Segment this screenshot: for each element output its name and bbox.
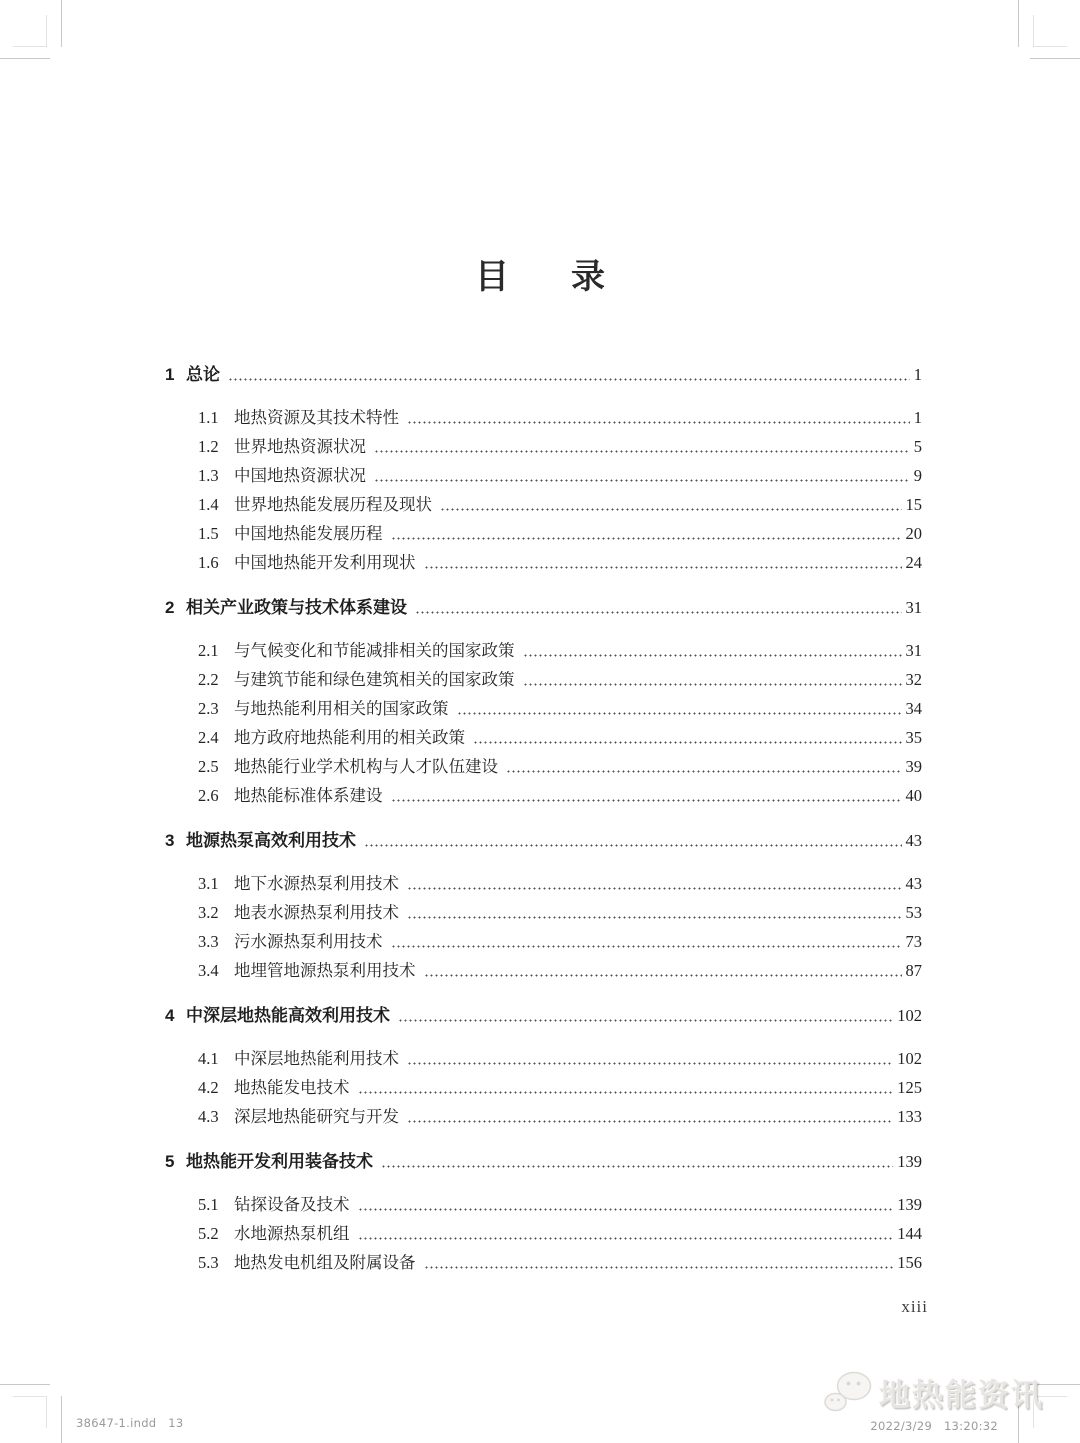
dot-leader-line [407,421,910,424]
toc-entry-page-number: 102 [897,1049,922,1068]
toc-section-row [165,641,922,661]
toc-entry-title: 地埋管地源热泵利用技术 [234,961,416,980]
toc-entry-title: 总论 [186,365,220,384]
dot-leader-line [523,683,902,686]
toc-section-row [165,524,922,544]
toc-entry-page-number: 73 [905,932,922,951]
toc-section-row [165,961,922,981]
dot-leader-line [228,378,910,381]
toc-entry-number: 4.2 [198,1078,219,1097]
toc-entry-number: 1 [165,365,175,384]
toc-entry-number: 1.1 [198,408,219,427]
dot-leader-line [407,887,902,890]
toc-entry-title: 地热能开发利用装备技术 [186,1152,373,1171]
dot-leader-line [424,1266,894,1269]
toc-entry-page-number: 87 [905,961,922,980]
dot-leader-line [398,1019,893,1022]
toc-entry-number: 1.4 [198,495,219,514]
folio-page-number: xiii [901,1297,928,1316]
dot-leader-line [374,479,910,482]
toc-entry-number: 2.1 [198,641,219,660]
toc-entry-title: 中国地热资源状况 [234,466,366,485]
dot-leader-line [391,537,902,540]
toc-entry-page-number: 144 [897,1224,922,1243]
dot-leader-line [381,1165,893,1168]
toc-entry-title: 地热资源及其技术特性 [234,408,399,427]
toc-chapter-row [165,1152,922,1172]
dot-leader-line [364,844,902,847]
toc-entry-number: 1.3 [198,466,219,485]
chat-bubbles-icon [823,1371,873,1415]
toc-entry-page-number: 139 [897,1195,922,1214]
toc-section-row [165,1253,922,1273]
toc-section-row [165,757,922,777]
toc-entry-number: 2.6 [198,786,219,805]
dot-leader-line [358,1237,894,1240]
dot-leader-line [407,916,902,919]
toc-entry-page-number: 24 [905,553,922,572]
toc-entry-page-number: 139 [897,1152,922,1171]
dot-leader-line [391,945,902,948]
toc-entry-title: 地热发电机组及附属设备 [234,1253,416,1272]
toc-section-row [165,495,922,515]
toc-entry-number: 3.3 [198,932,219,951]
toc-entry-number: 4 [165,1006,175,1025]
print-file-info: 38647-1.indd 13 [76,1416,184,1430]
toc-entry-page-number: 20 [905,524,922,543]
toc-section-row [165,699,922,719]
toc-entry-title: 深层地热能研究与开发 [234,1107,399,1126]
dot-leader-line [407,1120,893,1123]
print-timestamp: 2022/3/29 13:20:32 [870,1419,998,1433]
dot-leader-line [407,1062,893,1065]
toc-entry-page-number: 31 [905,641,922,660]
watermark [823,1370,1044,1415]
crop-mark-top-right [1033,15,1067,47]
toc-entry-page-number: 15 [905,495,922,514]
toc-section-row [165,408,922,428]
toc-entry-title: 地热能标准体系建设 [234,786,383,805]
dot-leader-line [415,611,902,614]
crop-mark-bottom-left [13,1396,47,1428]
toc-entry-number: 2 [165,598,175,617]
toc-entry-page-number: 53 [905,903,922,922]
dot-leader-line [506,770,902,773]
toc-entry-number: 2.5 [198,757,219,776]
toc-entry-number: 3 [165,831,175,850]
toc-entry-number: 2.4 [198,728,219,747]
toc-entry-page-number: 102 [897,1006,922,1025]
toc-entry-title: 地热能行业学术机构与人才队伍建设 [234,757,498,776]
toc-entry-title: 钻探设备及技术 [234,1195,350,1214]
toc-entry-number: 5.3 [198,1253,219,1272]
toc-entry-page-number: 34 [905,699,922,718]
toc-entry-title: 地表水源热泵利用技术 [234,903,399,922]
toc-entry-title: 中深层地热能利用技术 [234,1049,399,1068]
toc-entry-title: 中国地热能开发利用现状 [234,553,416,572]
toc-section-row [165,1078,922,1098]
dot-leader-line [358,1208,894,1211]
toc-section-row [165,1107,922,1127]
toc-section-row [165,1049,922,1069]
crop-mark-top-left [13,15,47,47]
toc-entry-number: 5.1 [198,1195,219,1214]
toc-entry-title: 水地源热泵机组 [234,1224,350,1243]
toc-list [165,340,922,1282]
toc-entry-title: 污水源热泵利用技术 [234,932,383,951]
toc-entry-number: 1.5 [198,524,219,543]
toc-entry-number: 3.1 [198,874,219,893]
toc-entry-title: 中深层地热能高效利用技术 [186,1006,390,1025]
toc-entry-page-number: 1 [913,408,922,427]
toc-entry-title: 地源热泵高效利用技术 [186,831,356,850]
toc-entry-number: 4.1 [198,1049,219,1068]
dot-leader-line [391,799,902,802]
toc-section-row [165,874,922,894]
toc-section-row [165,932,922,952]
toc-entry-title: 地方政府地热能利用的相关政策 [234,728,465,747]
dot-leader-line [473,741,902,744]
toc-entry-number: 3.2 [198,903,219,922]
toc-entry-page-number: 5 [913,437,922,456]
toc-entry-title: 世界地热资源状况 [234,437,366,456]
toc-entry-title: 与建筑节能和绿色建筑相关的国家政策 [234,670,515,689]
toc-chapter-row [165,365,922,385]
toc-entry-number: 4.3 [198,1107,219,1126]
page-title: 目录 [475,258,667,296]
toc-entry-page-number: 133 [897,1107,922,1126]
dot-leader-line [374,450,910,453]
toc-entry-title: 与气候变化和节能减排相关的国家政策 [234,641,515,660]
toc-section-row [165,553,922,573]
watermark-text: 地热能资讯 [879,1378,1044,1413]
toc-chapter-row [165,598,922,618]
toc-entry-title: 世界地热能发展历程及现状 [234,495,432,514]
toc-entry-number: 2.3 [198,699,219,718]
toc-entry-page-number: 1 [913,365,922,384]
toc-entry-page-number: 40 [905,786,922,805]
toc-entry-page-number: 43 [905,831,922,850]
toc-section-row [165,466,922,486]
toc-entry-title: 中国地热能发展历程 [234,524,383,543]
toc-entry-page-number: 156 [897,1253,922,1272]
toc-chapter-row [165,831,922,851]
toc-entry-page-number: 125 [897,1078,922,1097]
toc-entry-title: 地热能发电技术 [234,1078,350,1097]
toc-entry-page-number: 9 [913,466,922,485]
toc-section-row [165,786,922,806]
dot-leader-line [440,508,902,511]
toc-entry-number: 5.2 [198,1224,219,1243]
dot-leader-line [358,1091,894,1094]
toc-entry-page-number: 43 [905,874,922,893]
toc-section-row [165,903,922,923]
toc-entry-title: 与地热能利用相关的国家政策 [234,699,449,718]
toc-chapter-row [165,1006,922,1026]
toc-entry-title: 相关产业政策与技术体系建设 [186,598,407,617]
dot-leader-line [523,654,902,657]
toc-entry-page-number: 35 [905,728,922,747]
toc-section-row [165,670,922,690]
toc-entry-page-number: 31 [905,598,922,617]
toc-entry-page-number: 39 [905,757,922,776]
toc-section-row [165,1195,922,1215]
toc-section-row [165,437,922,457]
dot-leader-line [424,974,902,977]
dot-leader-line [424,566,902,569]
toc-entry-number: 5 [165,1152,175,1171]
toc-entry-number: 3.4 [198,961,219,980]
toc-entry-page-number: 32 [905,670,922,689]
toc-entry-number: 2.2 [198,670,219,689]
toc-entry-number: 1.6 [198,553,219,572]
toc-entry-number: 1.2 [198,437,219,456]
toc-section-row [165,728,922,748]
dot-leader-line [457,712,902,715]
toc-entry-title: 地下水源热泵利用技术 [234,874,399,893]
toc-section-row [165,1224,922,1244]
